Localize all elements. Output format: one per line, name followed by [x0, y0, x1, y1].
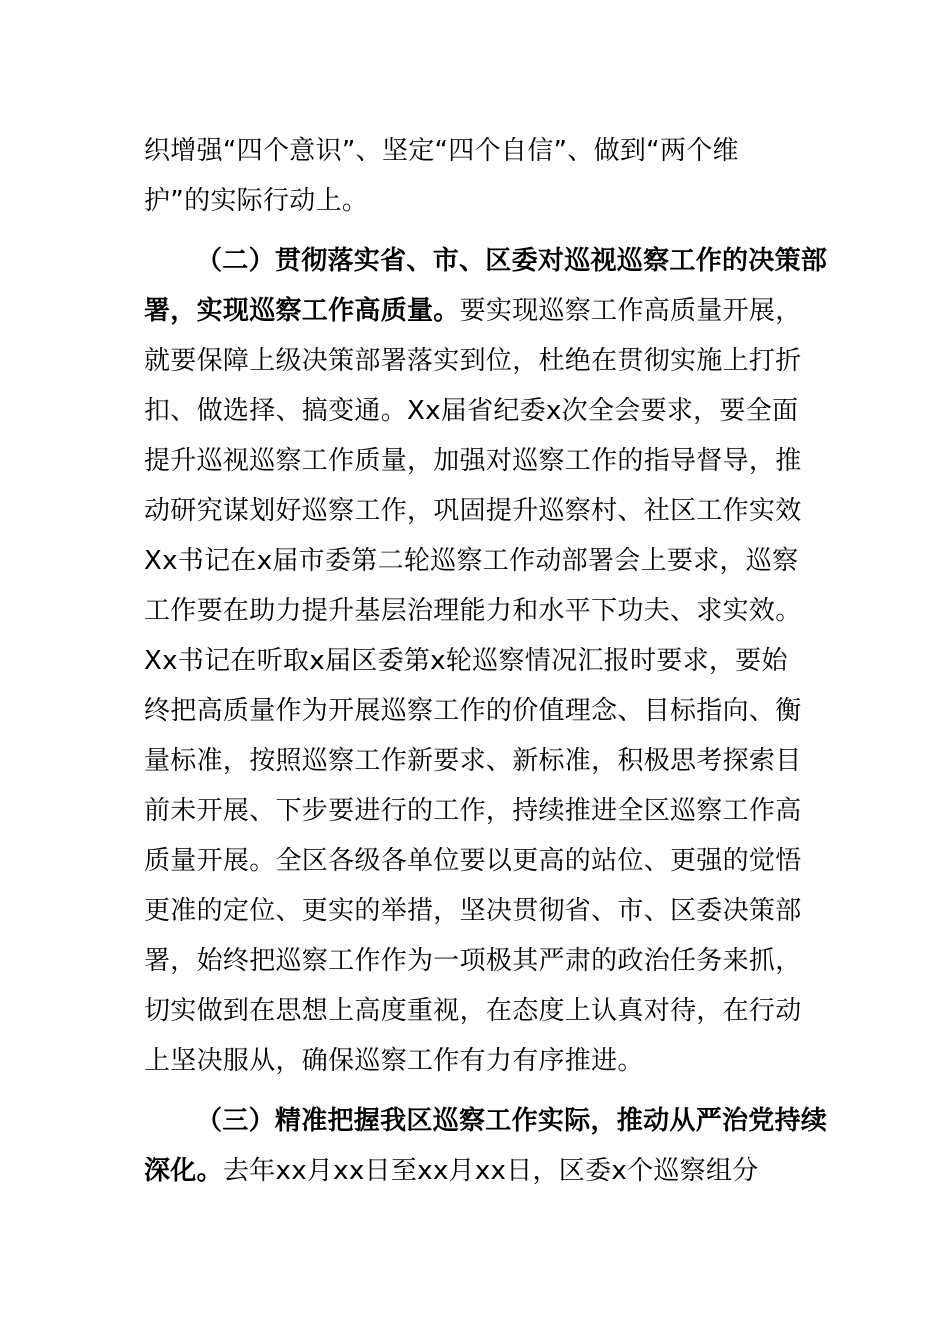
- paragraph-2-line-10: 终把高质量作为开展巡察工作的价值理念、目标指向、衡: [144, 696, 802, 726]
- paragraph-2-line-7: Xx书记在x届市委第二轮巡察工作动部署会上要求，巡察: [144, 546, 799, 576]
- paragraph-2-line-2-text: 要实现巡察工作高质量开展，: [459, 296, 802, 326]
- paragraph-2-line-16: 切实做到在思想上高度重视，在态度上认真对待，在行动: [144, 996, 802, 1026]
- paragraph-2-line-6: 动研究谋划好巡察工作，巩固提升巡察村、社区工作实效: [144, 496, 802, 526]
- paragraph-2-line-9: Xx书记在听取x届区委第x轮巡察情况汇报时要求，要始: [144, 646, 788, 676]
- paragraph-2-line-17: 上坚决服从，确保巡察工作有力有序推进。: [144, 1046, 644, 1076]
- section-3-heading: （三）精准把握我区巡察工作实际，推动从严治党持续: [196, 1106, 828, 1136]
- paragraph-2-line-8: 工作要在助力提升基层治理能力和水平下功夫、求实效。: [144, 596, 802, 626]
- paragraph-2-line-11: 量标准，按照巡察工作新要求、新标准，积极思考探索目: [144, 746, 802, 776]
- paragraph-2-line-2: [144, 295, 802, 327]
- paragraph-2-line-13: 质量开展。全区各级各单位要以更高的站位、更强的觉悟: [144, 846, 802, 876]
- paragraph-2-line-14: 更准的定位、更实的举措，坚决贯彻省、市、区委决策部: [144, 896, 802, 926]
- paragraph-3-line-2-text: 去年xx月xx日至xx月xx日，区委x个巡察组分: [222, 1156, 759, 1186]
- paragraph-2-line-15: 署，始终把巡察工作作为一项极其严肃的政治任务来抓，: [144, 946, 802, 976]
- section-3-heading-end: 深化。: [144, 1156, 223, 1186]
- section-2-heading-end: 署，实现巡察工作高质量。: [144, 296, 460, 326]
- paragraph-1-line-1: 织增强“四个意识”、坚定“四个自信”、做到“两个维: [144, 136, 739, 166]
- paragraph-2-line-12: 前未开展、下步要进行的工作，持续推进全区巡察工作高: [144, 796, 802, 826]
- paragraph-3-line-2: [144, 1155, 759, 1187]
- paragraph-2-line-5: 提升巡视巡察工作质量，加强对巡察工作的指导督导，推: [144, 446, 802, 476]
- section-2-heading: （二）贯彻落实省、市、区委对巡视巡察工作的决策部: [196, 246, 828, 276]
- paragraph-2-line-3: 就要保障上级决策部署落实到位，杜绝在贯彻实施上打折: [144, 346, 802, 376]
- paragraph-1-line-2: 护”的实际行动上。: [144, 186, 369, 216]
- paragraph-2-line-4: 扣、做选择、搞变通。Xx届省纪委x次全会要求，要全面: [144, 396, 799, 426]
